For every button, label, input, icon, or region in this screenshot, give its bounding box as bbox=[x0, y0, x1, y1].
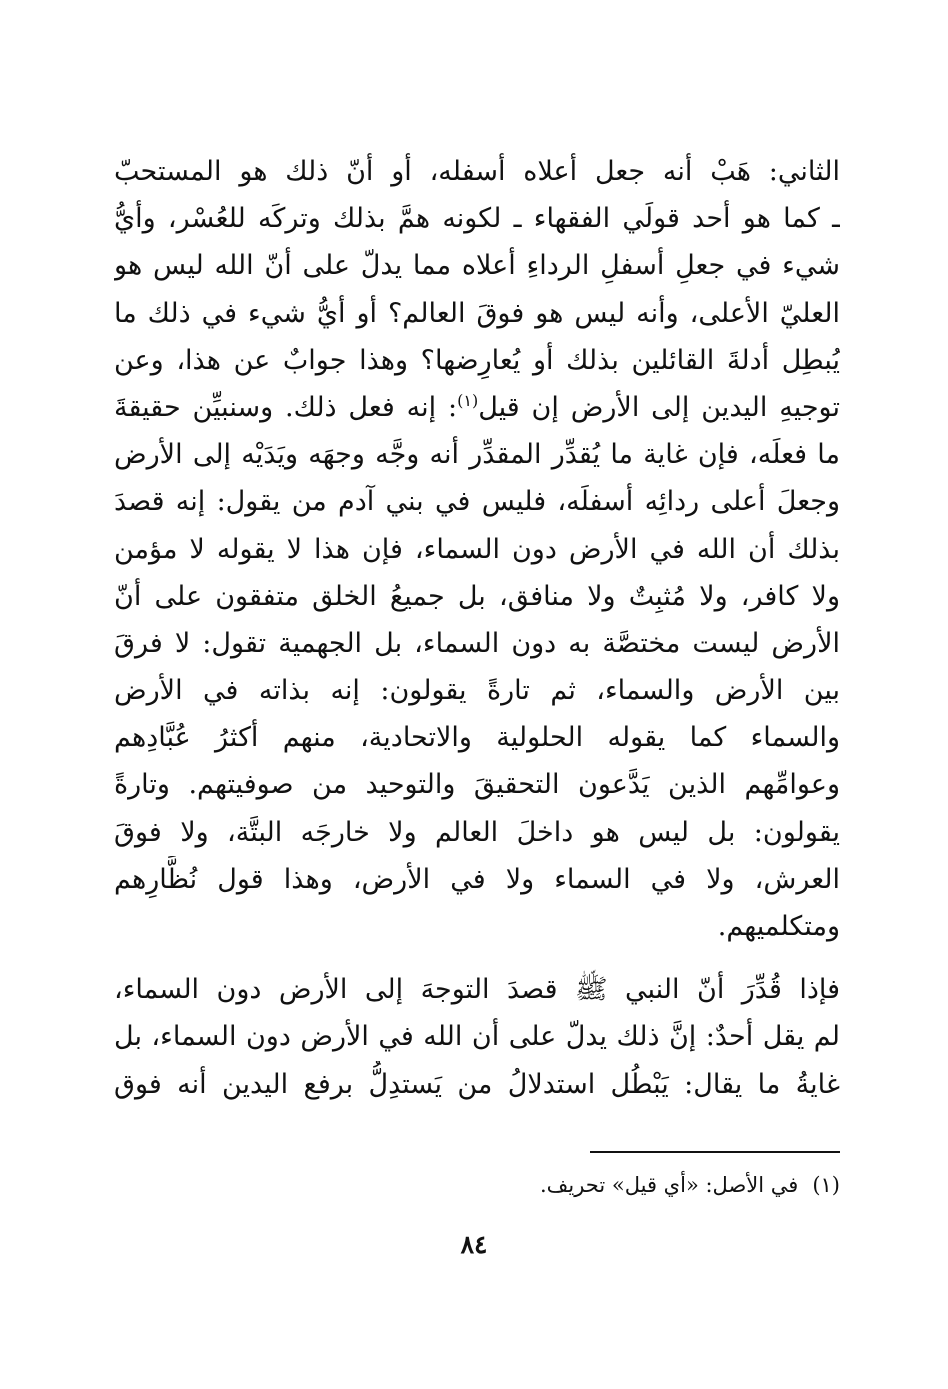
text-line: وجعلَ أعلى ردائِه أسفلَه، فليس في بني آدم من يقول: إنه قصدَ bbox=[114, 486, 840, 518]
line-segment: توجيهِ اليدين إلى الأرض إن قيل bbox=[478, 391, 840, 423]
main-text bbox=[114, 148, 840, 1108]
text-line: والسماء كما يقوله الحلولية والاتحادية، منهم أكثرُ عُبَّادِهم bbox=[114, 722, 840, 754]
footnote-text: في الأصل: «أي قيل» تحريف. bbox=[539, 1173, 799, 1197]
text-line: وعوامِّهم الذين يَدَّعون التحقيقَ والتوحيد من صوفيتهم. وتارةً bbox=[114, 769, 840, 801]
footnote-separator bbox=[590, 1151, 840, 1153]
text-line: العليّ الأعلى، وأنه ليس هو فوقَ العالم؟ أو أيُّ شيء في ذلك ما bbox=[114, 297, 840, 329]
text-line: شيء في جعلِ أسفلِ الرداءِ أعلاه مما يدلّ على أنّ الله ليس هو bbox=[114, 250, 840, 282]
text-line: ـ كما هو أحد قولَي الفقهاء ـ لكونه همَّ بذلك وتركَه للعُسْر، وأيُّ bbox=[114, 203, 840, 235]
text-line: يقولون: بل ليس هو داخلَ العالم ولا خارجَه البتَّة، ولا فوقَ bbox=[114, 816, 840, 848]
text-line: ما فعلَه، فإن غاية ما يُقدِّر المقدِّر أنه وجَّه وجهَه ويَدَيْه إلى الأرض bbox=[114, 439, 840, 471]
text-line: ولا كافر، ولا مُثبِتٌ ولا منافق، بل جميعُ الخلق متفقون على أنّ bbox=[114, 580, 840, 612]
footnote-reference[interactable]: (١) bbox=[457, 390, 479, 410]
text-line: الأرض ليست مختصَّة به دون السماء، بل الجهمية تقول: لا فرقَ bbox=[114, 627, 840, 659]
page-number: ٨٤ bbox=[460, 1230, 488, 1259]
line-segment: : إنه فعل ذلك. وسنبيِّن حقيقةَ bbox=[114, 391, 458, 423]
footnote-number: (١) bbox=[812, 1173, 840, 1197]
text-line-with-footnote-ref bbox=[114, 384, 840, 431]
paragraph-gap bbox=[114, 950, 840, 966]
text-line: يُبطِل أدلةَ القائلين بذلك أو يُعارِضها؟ وهذا جوابٌ عن هذا، وعن bbox=[114, 344, 840, 376]
footnote bbox=[114, 1170, 840, 1200]
text-line: الثاني: هَبْ أنه جعل أعلاه أسفله، أو أنّ ذلك هو المستحبّ bbox=[114, 156, 840, 187]
text-line: لم يقل أحدٌ: إنَّ ذلك يدلّ على أن الله في الأرض دون السماء، بل bbox=[114, 1021, 840, 1053]
text-line: ومتكلميهم. bbox=[717, 911, 840, 942]
text-line: فإذا قُدِّرَ أنّ النبي ﷺ قصدَ التوجهَ إلى الأرض دون السماء، bbox=[114, 974, 840, 1006]
text-line: غايةُ ما يقال: يَبْطُل استدلالُ من يَستدِلُّ برفع اليدين أنه فوق bbox=[114, 1068, 840, 1100]
text-line: العرش، ولا في السماء ولا في الأرض، وهذا قول نُظَّارِهم bbox=[114, 863, 840, 895]
text-line: بذلك أن الله في الأرض دون السماء، فإن هذا لا يقوله لا مؤمن bbox=[114, 533, 840, 565]
text-line: بين الأرض والسماء، ثم تارةً يقولون: إنه بذاته في الأرض bbox=[114, 675, 840, 707]
